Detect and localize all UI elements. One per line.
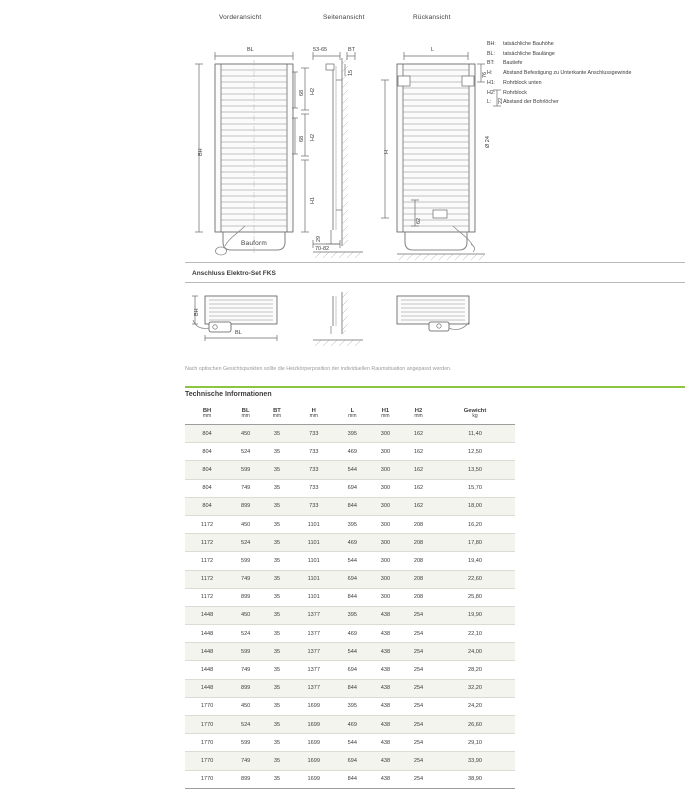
- table-cell: 899: [229, 770, 262, 788]
- table-cell: 395: [336, 697, 369, 715]
- legend-value: Rohrblock: [503, 89, 527, 96]
- table-cell: 438: [369, 606, 402, 624]
- table-cell: 208: [402, 570, 435, 588]
- table-cell: 162: [402, 461, 435, 479]
- legend-value: Abstand Befestigung zu Unterkante Anschlussgewinde: [503, 70, 632, 77]
- column-header-bt-label: BT: [273, 408, 281, 415]
- table-cell: 694: [336, 479, 369, 497]
- table-row: [185, 661, 515, 679]
- table-cell: 1377: [292, 625, 336, 643]
- table-cell: 544: [336, 461, 369, 479]
- dim-h-rear: H: [384, 150, 390, 154]
- table-row: [185, 461, 515, 479]
- table-cell: 1101: [292, 552, 336, 570]
- table-cell: 1448: [185, 606, 229, 624]
- table-cell: 733: [292, 443, 336, 461]
- table-row: [185, 552, 515, 570]
- legend-key: BT:: [487, 60, 495, 67]
- table-cell: 1101: [292, 570, 336, 588]
- column-header-weight-unit: kg: [472, 413, 478, 420]
- table-cell: 804: [185, 443, 229, 461]
- table-cell: 35: [262, 515, 292, 533]
- table-cell: 15,70: [435, 479, 515, 497]
- column-header-h-unit: mm: [309, 413, 318, 420]
- table-cell: 804: [185, 479, 229, 497]
- table-cell: 599: [229, 461, 262, 479]
- legend-item: [487, 69, 697, 77]
- column-header-bl: [229, 404, 262, 425]
- table-cell: 33,90: [435, 752, 515, 770]
- table-cell: 749: [229, 479, 262, 497]
- table-cell: 524: [229, 534, 262, 552]
- table-cell: 899: [229, 497, 262, 515]
- table-cell: 1172: [185, 552, 229, 570]
- section-divider-bottom: [185, 282, 685, 283]
- technical-info-accent-rule: [185, 386, 685, 388]
- table-row: [185, 625, 515, 643]
- dim-15-side: 15: [348, 69, 354, 76]
- dim-bh-elektro: BH: [194, 308, 200, 316]
- table-cell: 450: [229, 425, 262, 443]
- table-cell: 22,10: [435, 625, 515, 643]
- column-header-bl-label: BL: [241, 408, 250, 415]
- section-divider-top: [185, 262, 685, 263]
- dim-bh-front: BH: [198, 148, 204, 156]
- table-cell: 599: [229, 643, 262, 661]
- table-cell: 1770: [185, 770, 229, 788]
- legend-value: Bautiefe: [503, 60, 523, 67]
- table-cell: 804: [185, 497, 229, 515]
- table-row: [185, 443, 515, 461]
- technical-info-title: Technische Informationen: [185, 391, 272, 398]
- table-cell: 300: [369, 497, 402, 515]
- table-cell: 254: [402, 643, 435, 661]
- column-header-bl-unit: mm: [241, 413, 250, 420]
- table-cell: 450: [229, 515, 262, 533]
- table-cell: 1448: [185, 661, 229, 679]
- table-cell: 1101: [292, 534, 336, 552]
- table-cell: 19,40: [435, 552, 515, 570]
- column-header-h1-label: H1: [381, 408, 390, 415]
- dim-h1-front: H1: [310, 196, 316, 204]
- legend-item: [487, 98, 697, 106]
- table-cell: 438: [369, 752, 402, 770]
- table-cell: 1699: [292, 697, 336, 715]
- table-cell: 35: [262, 497, 292, 515]
- table-cell: 208: [402, 588, 435, 606]
- table-cell: 162: [402, 443, 435, 461]
- table-cell: 13,50: [435, 461, 515, 479]
- table-cell: 162: [402, 479, 435, 497]
- legend-item: [487, 50, 697, 58]
- table-cell: 35: [262, 661, 292, 679]
- table-cell: 300: [369, 443, 402, 461]
- table-cell: 35: [262, 534, 292, 552]
- table-cell: 749: [229, 570, 262, 588]
- table-cell: 18,00: [435, 497, 515, 515]
- dim-h2-front-lower: H2: [310, 133, 316, 141]
- table-cell: 804: [185, 461, 229, 479]
- table-cell: 35: [262, 625, 292, 643]
- table-cell: 300: [369, 461, 402, 479]
- table-cell: 1377: [292, 679, 336, 697]
- table-cell: 35: [262, 752, 292, 770]
- legend-value: tatsächliche Baulänge: [503, 50, 555, 57]
- column-header-h-label: H: [311, 408, 316, 415]
- table-cell: 12,50: [435, 443, 515, 461]
- table-cell: 544: [336, 734, 369, 752]
- table-cell: 844: [336, 588, 369, 606]
- table-cell: 1699: [292, 734, 336, 752]
- table-cell: 254: [402, 606, 435, 624]
- legend-value: Abstand der Bohrlöcher: [503, 99, 559, 106]
- technical-information-table: [185, 404, 515, 789]
- table-cell: 300: [369, 479, 402, 497]
- table-cell: 844: [336, 679, 369, 697]
- table-cell: 469: [336, 625, 369, 643]
- table-row: [185, 534, 515, 552]
- table-cell: 35: [262, 606, 292, 624]
- table-cell: 1172: [185, 570, 229, 588]
- table-cell: 1377: [292, 606, 336, 624]
- table-cell: 254: [402, 716, 435, 734]
- table-row: [185, 643, 515, 661]
- dim-22-rear: 22: [498, 97, 504, 104]
- table-row: [185, 770, 515, 788]
- table-cell: 694: [336, 570, 369, 588]
- table-header-row: [185, 404, 515, 425]
- column-header-l: [336, 404, 369, 425]
- table-cell: 1770: [185, 716, 229, 734]
- table-cell: 1699: [292, 752, 336, 770]
- table-cell: 450: [229, 697, 262, 715]
- table-cell: 35: [262, 461, 292, 479]
- table-cell: 11,40: [435, 425, 515, 443]
- table-cell: 28,20: [435, 661, 515, 679]
- dim-h2-front-upper: H2: [310, 87, 316, 95]
- table-cell: 29,10: [435, 734, 515, 752]
- column-header-h2-label: H2: [414, 408, 423, 415]
- table-row: [185, 588, 515, 606]
- table-cell: 749: [229, 752, 262, 770]
- table-row: [185, 679, 515, 697]
- table-cell: 35: [262, 770, 292, 788]
- table-cell: 208: [402, 534, 435, 552]
- table-cell: 208: [402, 552, 435, 570]
- table-head: [185, 404, 515, 425]
- legend-item: [487, 59, 697, 67]
- dim-53-65: 53-65: [313, 47, 328, 53]
- table-row: [185, 515, 515, 533]
- legend-key: H2:: [487, 89, 496, 96]
- legend-key: H:: [487, 70, 493, 77]
- table-cell: 35: [262, 479, 292, 497]
- column-header-h2: [402, 404, 435, 425]
- table-cell: 395: [336, 606, 369, 624]
- table-cell: 300: [369, 425, 402, 443]
- table-cell: 438: [369, 697, 402, 715]
- legend-item: [487, 40, 697, 48]
- column-header-weight-label: Gewicht: [463, 408, 487, 415]
- table-cell: 524: [229, 443, 262, 461]
- dim-70-82-side: 70-82: [315, 246, 330, 252]
- table-row: [185, 752, 515, 770]
- legend-key: H1:: [487, 79, 496, 86]
- table-cell: 22,60: [435, 570, 515, 588]
- table-cell: 35: [262, 552, 292, 570]
- table-cell: 524: [229, 625, 262, 643]
- view-label-front: Vorderansicht: [219, 14, 262, 21]
- column-header-weight: [435, 404, 515, 425]
- table-cell: 544: [336, 643, 369, 661]
- column-header-bh-label: BH: [202, 408, 212, 415]
- table-cell: 395: [336, 425, 369, 443]
- table-cell: 1448: [185, 625, 229, 643]
- table-cell: 469: [336, 443, 369, 461]
- table-cell: 1172: [185, 515, 229, 533]
- dim-68-upper: 68: [299, 89, 305, 96]
- dim-l-rear: L: [431, 47, 435, 53]
- table-cell: 254: [402, 661, 435, 679]
- table-cell: 26,60: [435, 716, 515, 734]
- column-header-h: [292, 404, 336, 425]
- table-cell: 899: [229, 679, 262, 697]
- dim-62-rear: 62: [416, 217, 422, 224]
- table-cell: 1770: [185, 752, 229, 770]
- legend-key: BL:: [487, 50, 495, 57]
- column-header-bt-unit: mm: [272, 413, 282, 420]
- table-cell: 844: [336, 770, 369, 788]
- dim-bl-front: BL: [247, 47, 254, 53]
- dim-bt-side: BT: [348, 47, 356, 53]
- table-cell: 438: [369, 661, 402, 679]
- table-cell: 544: [336, 552, 369, 570]
- legend-item: [487, 89, 697, 97]
- table-cell: 254: [402, 679, 435, 697]
- table-cell: 254: [402, 697, 435, 715]
- table-cell: 1377: [292, 661, 336, 679]
- table-cell: 254: [402, 752, 435, 770]
- table-cell: 1699: [292, 716, 336, 734]
- table-cell: 19,90: [435, 606, 515, 624]
- table-cell: 1101: [292, 515, 336, 533]
- column-header-bh: [185, 404, 229, 425]
- dim-bl-elektro: BL: [235, 330, 242, 336]
- table-cell: 24,00: [435, 643, 515, 661]
- table-cell: 35: [262, 734, 292, 752]
- table-row: [185, 716, 515, 734]
- dim-68-lower: 68: [299, 135, 305, 142]
- table-cell: 599: [229, 734, 262, 752]
- table-cell: 438: [369, 734, 402, 752]
- table-cell: 733: [292, 497, 336, 515]
- table-cell: 208: [402, 515, 435, 533]
- table-cell: 35: [262, 643, 292, 661]
- table-cell: 300: [369, 570, 402, 588]
- legend-key: BH:: [487, 41, 496, 47]
- table-body: [185, 425, 515, 789]
- table-cell: 1448: [185, 679, 229, 697]
- table-cell: 1770: [185, 734, 229, 752]
- table-cell: 438: [369, 625, 402, 643]
- table-cell: 1172: [185, 588, 229, 606]
- table-cell: 35: [262, 588, 292, 606]
- positioning-note: Nach optischen Gesichtspunkten sollte die Heizkörperposition der individuellen Raumsituation angepasst werden.: [185, 366, 452, 372]
- table-cell: 733: [292, 461, 336, 479]
- table-cell: 35: [262, 425, 292, 443]
- table-cell: 162: [402, 497, 435, 515]
- table-cell: 162: [402, 425, 435, 443]
- table-cell: 438: [369, 716, 402, 734]
- table-cell: 16,20: [435, 515, 515, 533]
- table-cell: 694: [336, 661, 369, 679]
- table-cell: 25,80: [435, 588, 515, 606]
- view-label-rear: Rückansicht: [413, 14, 451, 21]
- table-cell: 300: [369, 552, 402, 570]
- table-cell: 254: [402, 625, 435, 643]
- table-cell: 694: [336, 752, 369, 770]
- table-cell: 32,20: [435, 679, 515, 697]
- column-header-h1: [369, 404, 402, 425]
- table-cell: 1448: [185, 643, 229, 661]
- table-row: [185, 479, 515, 497]
- table-cell: 524: [229, 716, 262, 734]
- column-header-bh-unit: mm: [202, 413, 212, 420]
- dim-76-rear: 76: [482, 71, 488, 78]
- table-cell: 438: [369, 770, 402, 788]
- table-cell: 899: [229, 588, 262, 606]
- table-cell: 749: [229, 661, 262, 679]
- legend-value: Rohrblock unten: [503, 79, 542, 86]
- bauform-label: Bauform: [241, 240, 267, 247]
- column-header-bt: [262, 404, 292, 425]
- dim-thread-rear: Ø 24: [485, 136, 491, 148]
- table-cell: 469: [336, 716, 369, 734]
- table-cell: 469: [336, 534, 369, 552]
- table-cell: 733: [292, 425, 336, 443]
- table-cell: 844: [336, 497, 369, 515]
- elektro-drawing-block: [185, 286, 685, 362]
- column-header-l-label: L: [350, 408, 355, 415]
- table-cell: 300: [369, 588, 402, 606]
- table-cell: 395: [336, 515, 369, 533]
- table-cell: 438: [369, 679, 402, 697]
- table-cell: 300: [369, 515, 402, 533]
- dim-29-side: 29: [316, 235, 322, 242]
- table-cell: 254: [402, 770, 435, 788]
- table-row: [185, 425, 515, 443]
- table-cell: 1377: [292, 643, 336, 661]
- table-cell: 35: [262, 697, 292, 715]
- table-row: [185, 734, 515, 752]
- table-cell: 804: [185, 425, 229, 443]
- table-row: [185, 570, 515, 588]
- column-header-l-unit: mm: [348, 413, 357, 420]
- table-cell: 438: [369, 643, 402, 661]
- table-row: [185, 606, 515, 624]
- table-cell: 1770: [185, 697, 229, 715]
- table-cell: 17,80: [435, 534, 515, 552]
- table-cell: 1172: [185, 534, 229, 552]
- table-cell: 300: [369, 534, 402, 552]
- table-cell: 38,90: [435, 770, 515, 788]
- table-cell: 450: [229, 606, 262, 624]
- column-header-h2-unit: mm: [414, 413, 423, 420]
- table-cell: 35: [262, 443, 292, 461]
- section-title-elektro: Anschluss Elektro-Set FKS: [192, 270, 276, 277]
- legend-key: L:: [487, 99, 492, 106]
- table-cell: 254: [402, 734, 435, 752]
- table-cell: 35: [262, 570, 292, 588]
- legend-item: [487, 79, 697, 87]
- dimension-legend: [487, 40, 697, 108]
- legend-value: tatsächliche Bauhöhe: [503, 41, 554, 47]
- table-cell: 733: [292, 479, 336, 497]
- table-cell: 35: [262, 679, 292, 697]
- elektro-drawings-svg: [185, 286, 685, 362]
- table-cell: 1699: [292, 770, 336, 788]
- table-row: [185, 697, 515, 715]
- table-cell: 24,20: [435, 697, 515, 715]
- view-label-side: Seitenansicht: [323, 14, 365, 21]
- table-cell: 599: [229, 552, 262, 570]
- table-cell: 35: [262, 716, 292, 734]
- column-header-h1-unit: mm: [381, 413, 390, 420]
- table-row: [185, 497, 515, 515]
- table-cell: 1101: [292, 588, 336, 606]
